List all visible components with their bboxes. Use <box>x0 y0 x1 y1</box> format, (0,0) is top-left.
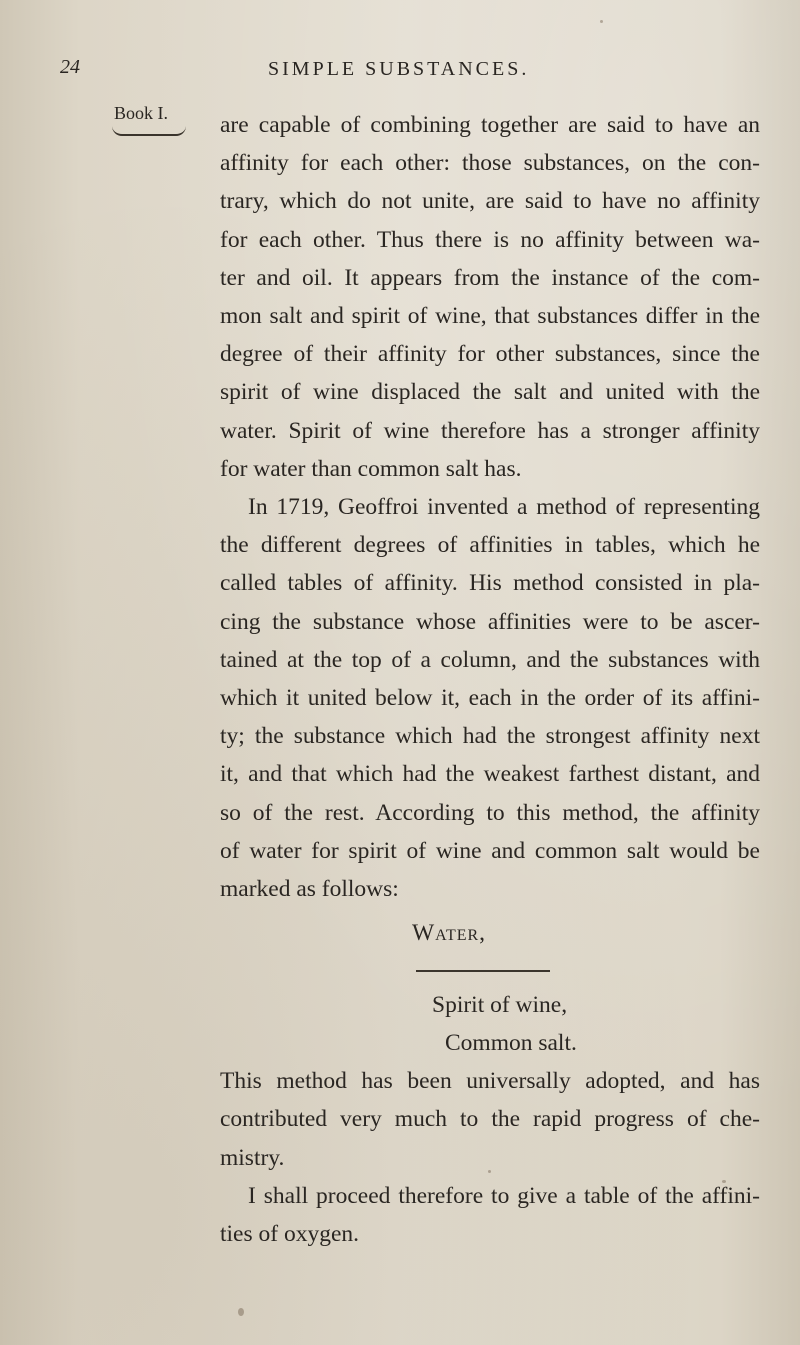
text-line: which it united below it, each in the order of its affini- <box>220 685 760 712</box>
text-line: degree of their affinity for other substances, since the <box>220 341 760 368</box>
text-line: for water than common salt has. <box>220 455 522 482</box>
margin-note: Book I. <box>114 103 168 123</box>
paper-fleck <box>600 20 603 23</box>
affinity-table-row: Spirit of wine, <box>432 992 568 1019</box>
body-text <box>220 106 760 1253</box>
paragraph-3 <box>220 1062 760 1177</box>
paragraph-2 <box>220 488 760 908</box>
text-line: affinity for each other: those substances, on the con- <box>220 150 760 177</box>
text-line: called tables of affinity. His method consisted in pla- <box>220 570 760 597</box>
text-line: it, and that which had the weakest farthest distant, and <box>220 761 760 788</box>
margin-brace <box>112 126 186 136</box>
text-line: cing the substance whose affinities were to be ascer- <box>220 608 760 635</box>
page-number: 24 <box>60 56 80 78</box>
affinity-table <box>220 914 760 1062</box>
text-line: so of the rest. According to this method, the affinity <box>220 799 760 826</box>
text-line: ter and oil. It appears from the instance of the com- <box>220 264 760 291</box>
text-line: tained at the top of a column, and the substances with <box>220 646 760 673</box>
running-head: SIMPLE SUBSTANCES. <box>268 58 530 80</box>
paragraph-1 <box>220 106 760 488</box>
text-line: of water for spirit of wine and common salt would be <box>220 837 760 864</box>
text-line: mistry. <box>220 1144 285 1171</box>
text-line: spirit of wine displaced the salt and united with the <box>220 379 760 406</box>
affinity-table-head: Water, <box>412 920 487 947</box>
text-line: marked as follows: <box>220 876 399 903</box>
text-line: ties of oxygen. <box>220 1221 360 1248</box>
text-line: In 1719, Geoffroi invented a method of representing <box>248 494 760 521</box>
affinity-table-rule <box>416 970 550 972</box>
text-line: mon salt and spirit of wine, that substances differ in the <box>220 303 760 330</box>
text-line: for each other. Thus there is no affinity between wa- <box>220 226 760 253</box>
text-line: contributed very much to the rapid progress of che- <box>220 1106 760 1133</box>
affinity-table-row: Common salt. <box>445 1030 577 1057</box>
text-line: trary, which do not unite, are said to have no affinity <box>220 188 760 215</box>
text-line: are capable of combining together are said to have an <box>220 112 760 138</box>
text-line: the different degrees of affinities in tables, which he <box>220 532 760 559</box>
text-line: I shall proceed therefore to give a table of the affini- <box>248 1182 760 1209</box>
text-line: water. Spirit of wine therefore has a stronger affinity <box>220 417 760 444</box>
text-line: ty; the substance which had the strongest affinity next <box>220 723 760 750</box>
paper-fleck <box>238 1308 244 1316</box>
paragraph-4 <box>220 1177 760 1253</box>
text-line: This method has been universally adopted, and has <box>220 1068 760 1095</box>
